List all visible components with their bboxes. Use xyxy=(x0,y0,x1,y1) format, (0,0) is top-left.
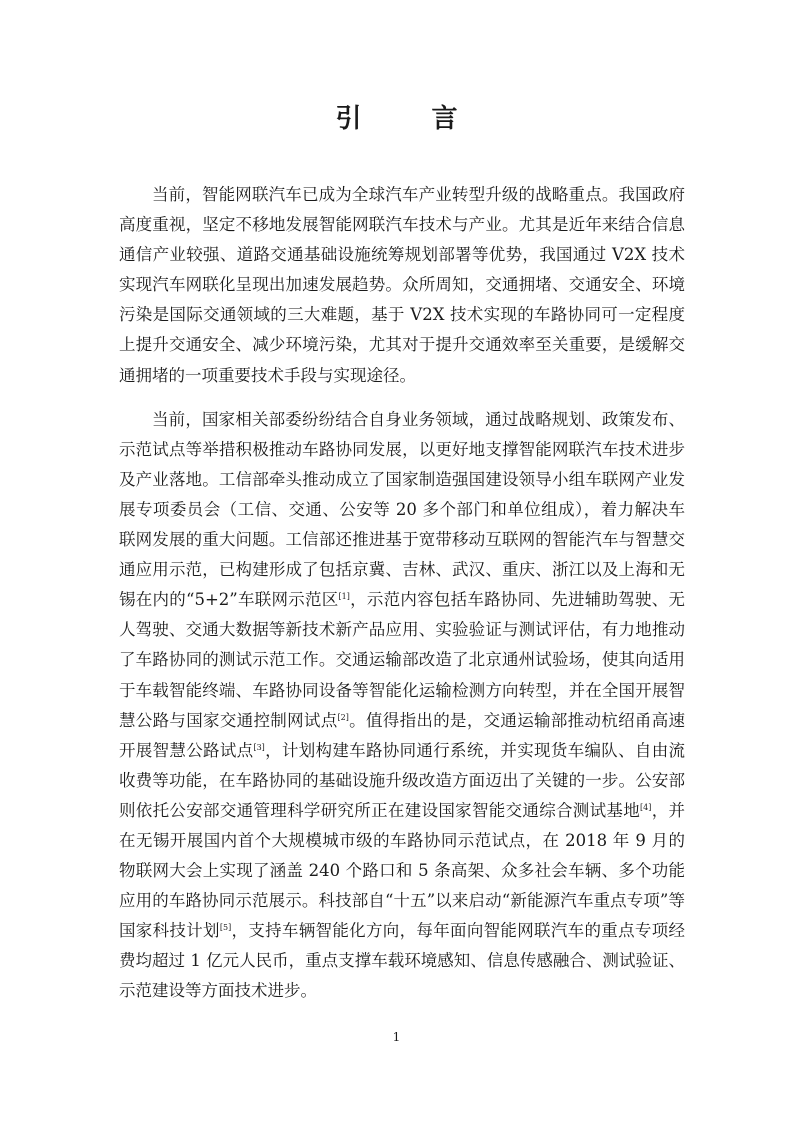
citation-ref[interactable]: [1] xyxy=(338,592,350,602)
page-title: 引 言 xyxy=(335,104,480,134)
citation-ref[interactable]: [5] xyxy=(219,923,232,933)
body-text xyxy=(119,180,685,1007)
paragraph-text: ，计划构建车路协同通行系统，并实现货车编队、自由流收费等功能，在车路协同的基础设施升级改造方面迈出了关键的一步。公安部则依托公安部交通管理科学研究所正在建设国家智能交通综合测试基地 xyxy=(119,740,686,820)
paragraph-text: ，并在无锡开展国内首个大规模城市级的车路协同示范试点，在 2018 年 9 月的物联网大会上实现了涵盖 240 个路口和 5 条高架、众多社会车辆、多个功能应用的车路协同示范展示。科技部自“十五”以来启动“新能源汽车重点专项”等国家科技计划 xyxy=(119,800,686,941)
paragraph-text: ，示范内容包括车路协同、先进辅助驾驶、无人驾驶、交通大数据等新技术新产品应用、实验验证与测试评估，有力地推动了车路协同的测试示范工作。交通运输部改造了北京通州试验场，使其向适用于车载智能终端、车路协同设备等智能化运输检测方向转型，并在全国开展智慧公路与国家交通控制网试点 xyxy=(119,590,685,730)
paragraph-text: 当前，智能网联汽车已成为全球汽车产业转型升级的战略重点。我国政府高度重视，坚定不移地发展智能网联汽车技术与产业。尤其是近年来结合信息通信产业较强、道路交通基础设施统筹规划部署等优势，我国通过 V2X 技术实现汽车网联化呈现出加速发展趋势。众所周知，交通拥堵、交通安全、环境污染是国际交通领域的三大难题，基于 V2X 技术实现的车路协同可一定程度上提升交通安全、减少环境污染，尤其对于提升交通效率至关重要，是缓解交通拥堵的一项重要技术手段与实现途径。 xyxy=(119,185,685,385)
paragraph-text: 当前，国家相关部委纷纷结合自身业务领域，通过战略规划、政策发布、示范试点等举措积极推动车路协同发展，以更好地支撑智能网联汽车技术进步及产业落地。工信部牵头推动成立了国家制造强国建设领导小组车联网产业发展专项委员会（工信、交通、公安等 20 多个部门和单位组成），着力解决车联网发展的重大问题。工信部还推进基于宽带移动互联网的智能汽车与智慧交通应用示范，已构建形成了包括京冀、吉林、武汉、重庆、浙江以及上海和无锡在内的“5+2”车联网示范区 xyxy=(119,409,685,610)
citation-ref[interactable]: [4] xyxy=(640,802,652,812)
citation-ref[interactable]: [2] xyxy=(337,712,349,722)
paragraph-2 xyxy=(119,405,685,1007)
paragraph-text: ，支持车辆智能化方向，每年面向智能网联汽车的重点专项经费均超过 1 亿元人民币，重点支撑车载环境感知、信息传感融合、测试验证、示范建设等方面技术进步。 xyxy=(119,921,686,1001)
paragraph-1 xyxy=(119,180,685,391)
citation-ref[interactable]: [3] xyxy=(253,742,265,752)
paragraph-text: 。值得指出的是，交通运输部推动杭绍甬高速开展智慧公路试点 xyxy=(119,710,686,760)
page-number: 1 xyxy=(392,1030,401,1044)
